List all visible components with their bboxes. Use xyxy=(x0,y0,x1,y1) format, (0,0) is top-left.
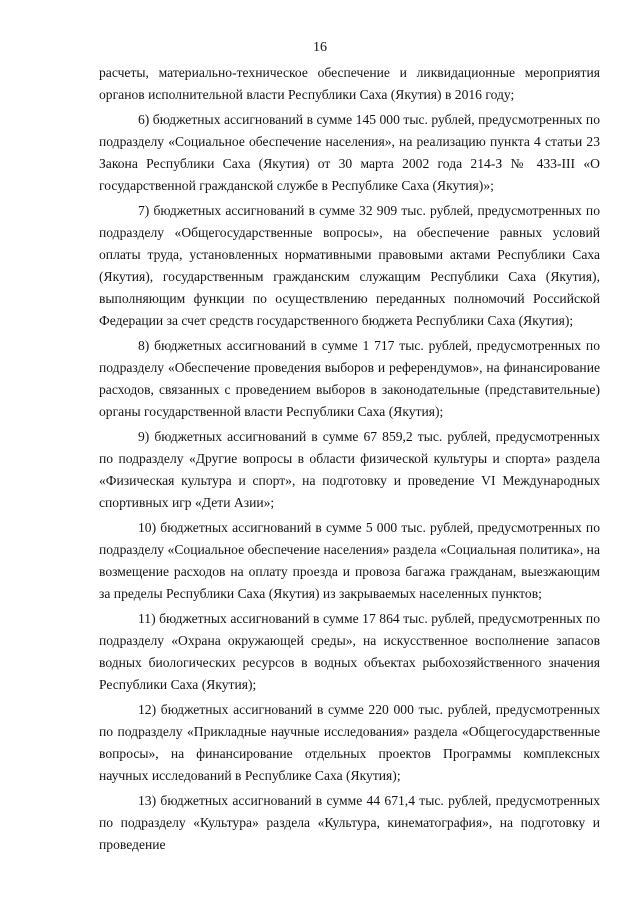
paragraph-item-11: 11) бюджетных ассигнований в сумме 17 864 тыс. рублей, предусмотренных по подразделу «Охрана окружающей среды», на искусственное восполнение запасов водных биологических ресурсов в водных объектах рыбохозяйственного значения Республики Саха (Якутия); xyxy=(99,611,600,692)
paragraph-continuation: расчеты, материально-техническое обеспечение и ликвидационные мероприятия органов исполнительной власти Республики Саха (Якутия) в 2016 году; xyxy=(99,65,600,102)
paragraph-item-10: 10) бюджетных ассигнований в сумме 5 000 тыс. рублей, предусмотренных по подразделу «Социальное обеспечение населения» раздела «Социальная политика», на возмещение расходов на оплату проезда и провоза багажа гражданам, выезжающим за пределы Республики Саха (Якутия) из закрываемых населенных пунктов; xyxy=(99,520,600,601)
paragraph-item-8: 8) бюджетных ассигнований в сумме 1 717 тыс. рублей, предусмотренных по подразделу «Обеспечение проведения выборов и референдумов», на финансирование расходов, связанных с проведением выборов в законодательные (представительные) органы государственной власти Республики Саха (Якутия); xyxy=(99,338,600,419)
paragraph-item-6: 6) бюджетных ассигнований в сумме 145 000 тыс. рублей, предусмотренных по подразделу «Социальное обеспечение населения», на реализацию пункта 4 статьи 23 Закона Республики Саха (Якутия) от 30 марта 2002 года 214-З № 433-III «О государственной гражданской службе в Республике Саха (Якутия)»; xyxy=(99,112,600,193)
paragraph-item-7: 7) бюджетных ассигнований в сумме 32 909 тыс. рублей, предусмотренных по подразделу «Общегосударственные вопросы», на обеспечение равных условий оплаты труда, установленных нормативными правовыми актами Республики Саха (Якутия), государственным гражданским служащим Республики Саха (Якутия), выполняющим функции по осуществлению переданных полномочий Российской Федерации за счет средств государственного бюджета Республики Саха (Якутия); xyxy=(99,203,600,328)
paragraph-item-13: 13) бюджетных ассигнований в сумме 44 671,4 тыс. рублей, предусмотренных по подразделу «Культура» раздела «Культура, кинематография», на подготовку и проведение xyxy=(99,793,600,852)
page-number: 16 xyxy=(313,40,327,55)
document-body xyxy=(99,62,600,859)
paragraph-item-9: 9) бюджетных ассигнований в сумме 67 859,2 тыс. рублей, предусмотренных по подразделу «Другие вопросы в области физической культуры и спорта» раздела «Физическая культура и спорт», на подготовку и проведение VI Международных спортивных игр «Дети Азии»; xyxy=(99,429,600,510)
paragraph-item-12: 12) бюджетных ассигнований в сумме 220 000 тыс. рублей, предусмотренных по подразделу «Прикладные научные исследования» раздела «Общегосударственные вопросы», на финансирование отдельных проектов Программы комплексных научных исследований в Республике Саха (Якутия); xyxy=(99,702,600,783)
